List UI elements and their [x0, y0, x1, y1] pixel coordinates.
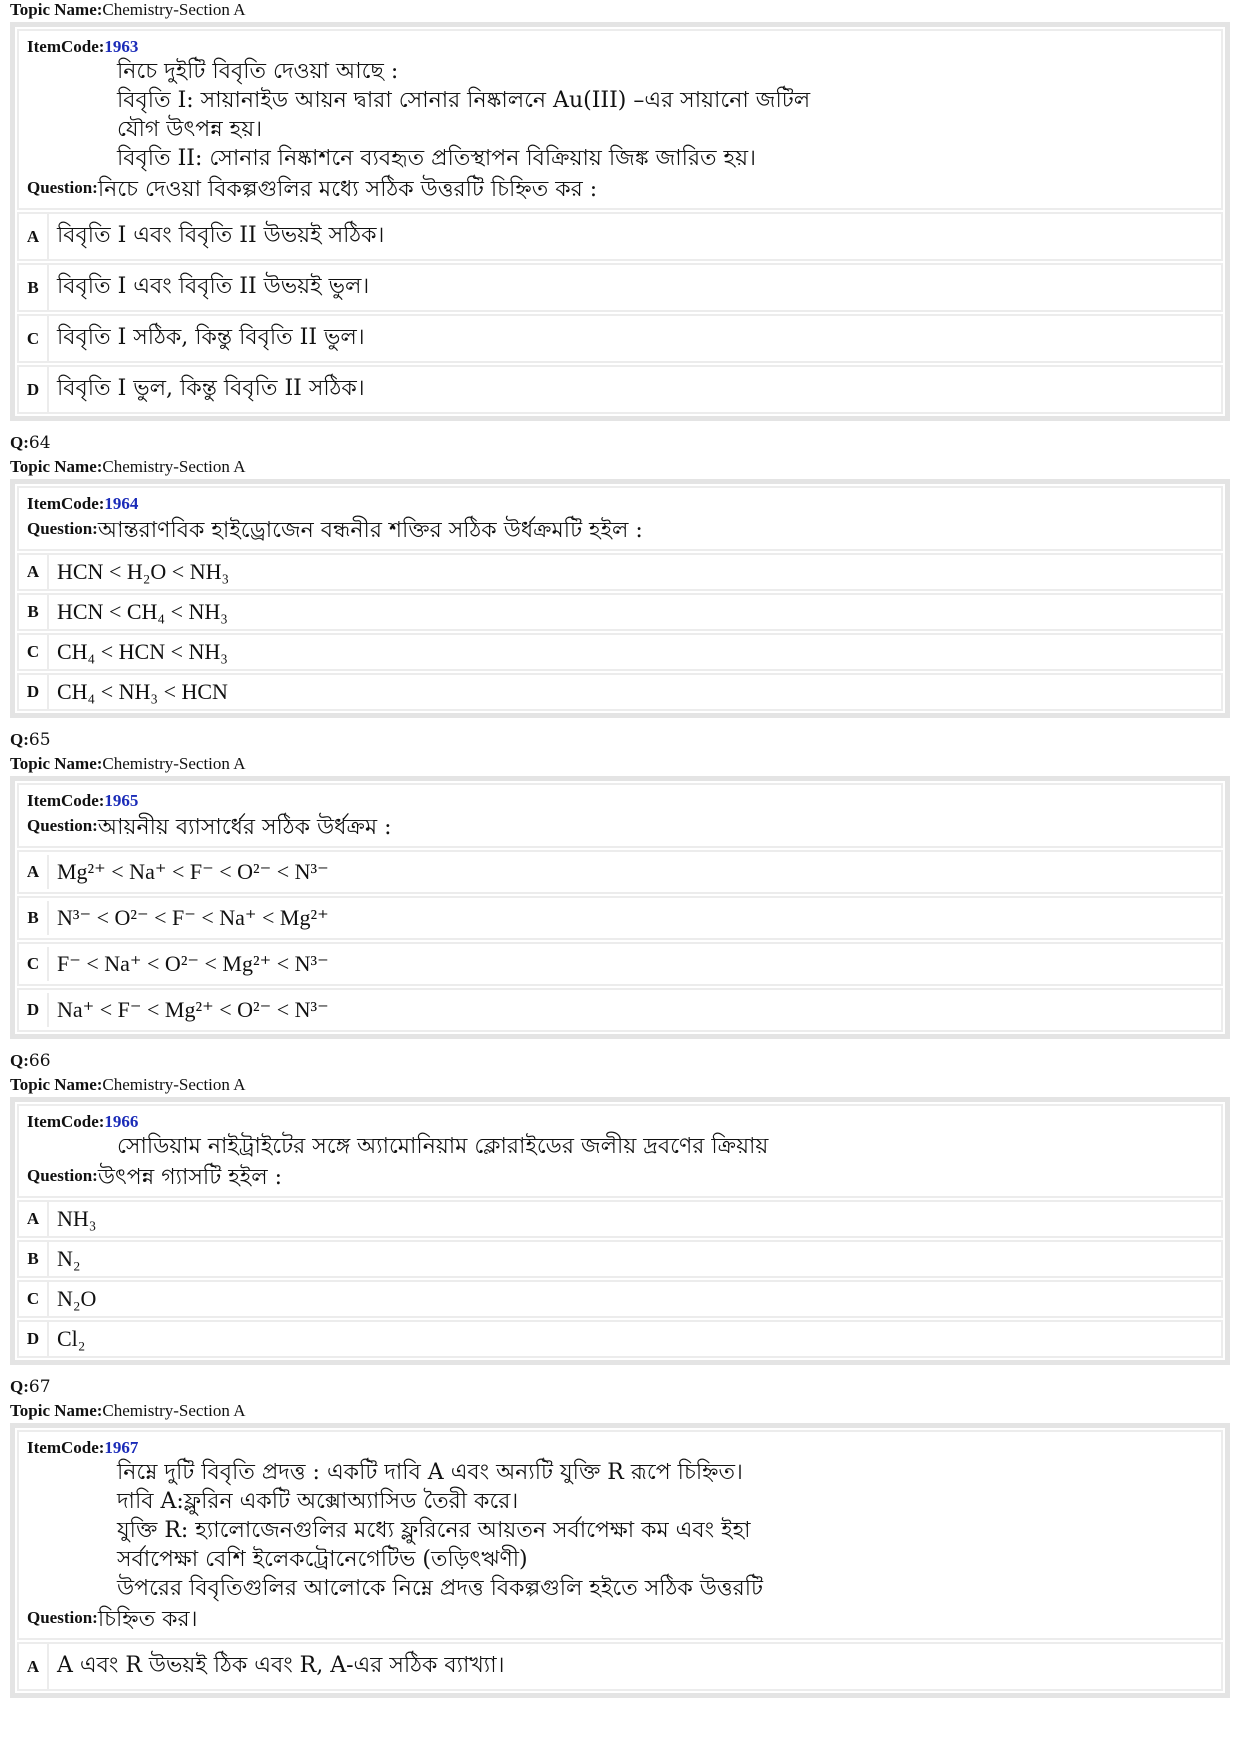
question-header	[17, 783, 1223, 848]
question-number-66: Q:66	[10, 1051, 51, 1071]
item-code: ItemCode:1967	[27, 1438, 139, 1457]
question-text: আয়নীয় ব্যাসার্ধের সঠিক উর্ধক্রম :	[97, 815, 392, 840]
question-label: Question:	[27, 178, 98, 197]
option-a[interactable]: A HCN < H₂O < NH₃	[17, 553, 1223, 591]
option-a[interactable]: A বিবৃতি I এবং বিবৃতি II উভয়ই সঠিক।	[17, 212, 1223, 261]
option-d[interactable]: D Cl₂	[17, 1320, 1223, 1358]
option-a[interactable]: A Mg²⁺ < Na⁺ < F⁻ < O²⁻ < N³⁻	[17, 850, 1223, 894]
question-card-64	[10, 479, 1230, 718]
option-a[interactable]: A NH₃	[17, 1200, 1223, 1238]
question-text: নিম্নে দুটি বিবৃতি প্রদত্ত : একটি দাবি A এবং অন্যটি যুক্তি R রূপে চিহ্নিত। দাবি A:ফ্লুরিন একটি অক্সোঅ্যাসিড তৈরী করে। যুক্তি R: হ্যালোজেনগুলির মধ্যে ফ্লুরিনের আয়তন সর্বাপেক্ষা কম এবং ইহা সর্বাপেক্ষা বেশি ইলেকট্রোনেগেটিভ (তড়িৎঋণী) উপরের বিবৃতিগুলির আলোকে নিম্নে প্রদত্ত বিকল্পগুলি হইতে সঠিক উত্তরটি Question: চিহ্নিত কর।	[27, 1460, 763, 1632]
item-code: ItemCode:1963	[27, 37, 139, 56]
item-code: ItemCode:1965	[27, 791, 139, 810]
question-header	[17, 486, 1223, 551]
topic-name-67: Topic Name:Chemistry-Section A	[10, 1401, 246, 1420]
question-text: আন্তরাণবিক হাইড্রোজেন বন্ধনীর শক্তির সঠিক উর্ধক্রমটি হইল :	[97, 518, 643, 543]
topic-name-63: Topic Name:Chemistry-Section A	[10, 0, 246, 19]
option-d[interactable]: D CH₄ < NH₃ < HCN	[17, 673, 1223, 711]
question-label: Question:	[27, 1608, 98, 1627]
question-number-65: Q:65	[10, 730, 51, 750]
question-text: সোডিয়াম নাইট্রাইটের সঙ্গে অ্যামোনিয়াম ক্লোরাইডের জলীয় দ্রবণের ক্রিয়ায় Question: উৎপন্ন গ্যাসটি হইল :	[27, 1134, 769, 1190]
topic-name-66: Topic Name:Chemistry-Section A	[10, 1075, 246, 1094]
question-card-67	[10, 1423, 1230, 1698]
question-card-66	[10, 1097, 1230, 1365]
topic-name-65: Topic Name:Chemistry-Section A	[10, 754, 246, 773]
question-number-64: Q:64	[10, 433, 51, 453]
option-b[interactable]: B HCN < CH₄ < NH₃	[17, 593, 1223, 631]
topic-name-64: Topic Name:Chemistry-Section A	[10, 457, 246, 476]
question-header	[17, 29, 1223, 210]
option-a[interactable]: A A এবং R উভয়ই ঠিক এবং R, A-এর সঠিক ব্যাখ্যা।	[17, 1642, 1223, 1691]
option-d[interactable]: D Na⁺ < F⁻ < Mg²⁺ < O²⁻ < N³⁻	[17, 988, 1223, 1032]
question-number-67: Q:67	[10, 1377, 51, 1397]
option-c[interactable]: C বিবৃতি I সঠিক, কিন্তু বিবৃতি II ভুল।	[17, 314, 1223, 363]
option-d[interactable]: D বিবৃতি I ভুল, কিন্তু বিবৃতি II সঠিক।	[17, 365, 1223, 414]
question-card-63	[10, 22, 1230, 421]
question-label: Question:	[27, 816, 98, 835]
option-b[interactable]: B বিবৃতি I এবং বিবৃতি II উভয়ই ভুল।	[17, 263, 1223, 312]
option-b[interactable]: B N³⁻ < O²⁻ < F⁻ < Na⁺ < Mg²⁺	[17, 896, 1223, 940]
question-label: Question:	[27, 1166, 98, 1185]
question-label: Question:	[27, 519, 98, 538]
question-text: নিচে দুইটি বিবৃতি দেওয়া আছে : বিবৃতি I: সায়ানাইড আয়ন দ্বারা সোনার নিষ্কালনে Au(III) –এর সায়ানো জটিল যৌগ উৎপন্ন হয়। বিবৃতি II: সোনার নিষ্কাশনে ব্যবহৃত প্রতিস্থাপন বিক্রিয়ায় জিঙ্ক জারিত হয়। Question: নিচে দেওয়া বিকল্পগুলির মধ্যে সঠিক উত্তরটি চিহ্নিত কর :	[27, 59, 811, 202]
question-card-65	[10, 776, 1230, 1039]
item-code: ItemCode:1964	[27, 494, 139, 513]
option-c[interactable]: C F⁻ < Na⁺ < O²⁻ < Mg²⁺ < N³⁻	[17, 942, 1223, 986]
option-c[interactable]: C N₂O	[17, 1280, 1223, 1318]
option-b[interactable]: B N₂	[17, 1240, 1223, 1278]
option-c[interactable]: C CH₄ < HCN < NH₃	[17, 633, 1223, 671]
question-header	[17, 1430, 1223, 1640]
item-code: ItemCode:1966	[27, 1112, 139, 1131]
question-header	[17, 1104, 1223, 1198]
